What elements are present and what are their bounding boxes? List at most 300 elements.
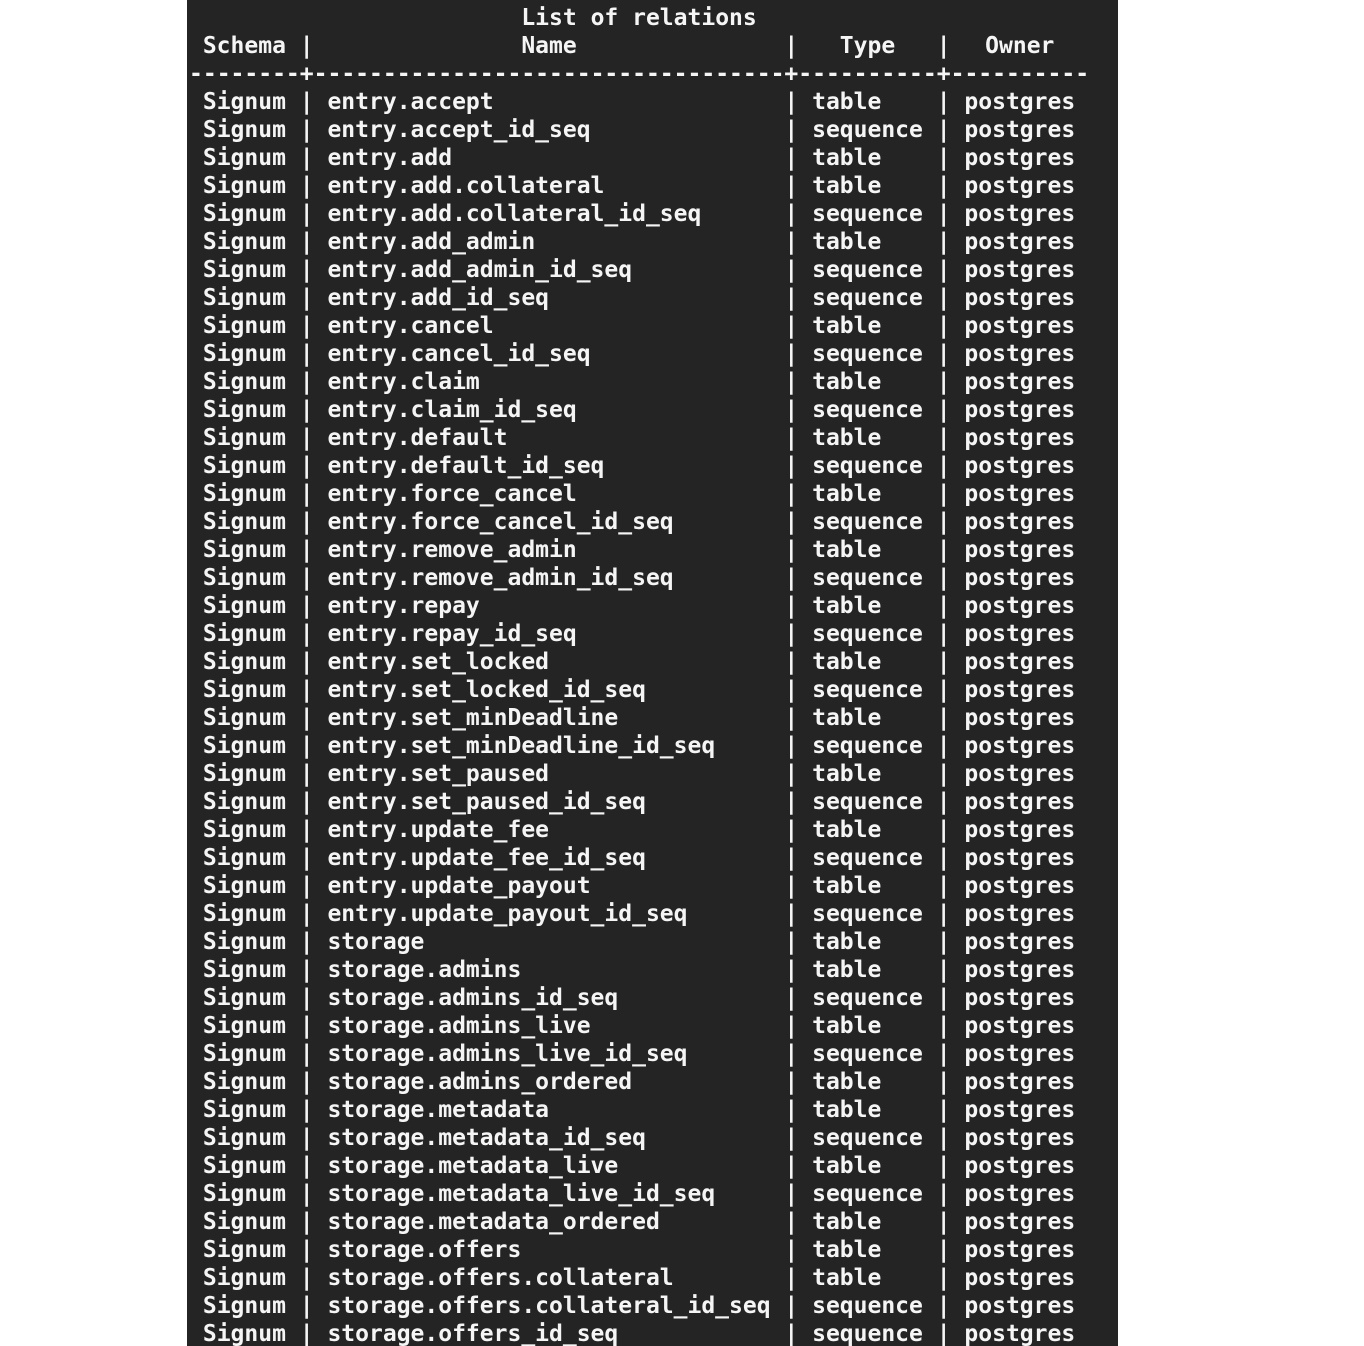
column-divider: | — [784, 369, 799, 395]
column-divider: | — [299, 453, 314, 479]
cell-owner: postgres — [964, 1237, 1076, 1263]
column-divider: | — [299, 341, 314, 367]
column-divider: | — [936, 1069, 951, 1095]
column-divider: | — [784, 1209, 799, 1235]
cell-schema: Signum — [202, 789, 286, 815]
cell-owner: postgres — [964, 1153, 1076, 1179]
column-divider: | — [299, 929, 314, 955]
column-divider: | — [784, 537, 799, 563]
cell-name: entry.update_payout — [327, 873, 591, 899]
cell-name: entry.add.collateral_id_seq — [327, 201, 702, 227]
cell-name: entry.force_cancel_id_seq — [327, 509, 674, 535]
table-row — [189, 1208, 1118, 1236]
cell-name: storage.offers_id_seq — [327, 1321, 619, 1346]
column-divider: | — [784, 957, 799, 983]
cell-schema: Signum — [202, 1097, 286, 1123]
column-divider: | — [784, 173, 799, 199]
table-separator: --------+----------------------------------+----------+---------- — [189, 61, 1090, 87]
header-cell-type: Type — [839, 33, 896, 59]
column-divider: | — [784, 649, 799, 675]
column-divider: | — [784, 1265, 799, 1291]
column-divider: | — [936, 453, 951, 479]
table-row — [189, 340, 1118, 368]
cell-name: storage.admins — [327, 957, 522, 983]
column-divider: | — [784, 985, 799, 1011]
cell-owner: postgres — [964, 873, 1076, 899]
cell-owner: postgres — [964, 649, 1076, 675]
cell-type: sequence — [812, 1293, 923, 1319]
cell-owner: postgres — [964, 397, 1076, 423]
table-row — [189, 704, 1118, 732]
cell-name: entry.default_id_seq — [327, 453, 605, 479]
column-divider: | — [936, 89, 951, 115]
cell-name: storage.admins_ordered — [327, 1069, 633, 1095]
column-divider: | — [299, 733, 314, 759]
cell-schema: Signum — [202, 985, 286, 1011]
cell-owner: postgres — [964, 1125, 1076, 1151]
cell-name: storage.admins_live — [327, 1013, 591, 1039]
cell-schema: Signum — [202, 621, 286, 647]
cell-owner: postgres — [964, 313, 1076, 339]
column-divider: | — [299, 957, 314, 983]
cell-type: sequence — [812, 677, 923, 703]
table-row — [189, 536, 1118, 564]
cell-owner: postgres — [964, 509, 1076, 535]
column-divider: | — [936, 481, 951, 507]
cell-name: entry.remove_admin_id_seq — [327, 565, 674, 591]
column-divider: | — [784, 229, 799, 255]
column-divider: | — [299, 1041, 314, 1067]
column-divider: | — [784, 705, 799, 731]
cell-owner: postgres — [964, 1181, 1076, 1207]
table-row — [189, 88, 1118, 116]
column-divider: | — [784, 845, 799, 871]
cell-schema: Signum — [202, 1321, 286, 1346]
column-divider: | — [936, 1041, 951, 1067]
cell-type: sequence — [812, 901, 923, 927]
cell-name: entry.remove_admin — [327, 537, 577, 563]
cell-schema: Signum — [202, 565, 286, 591]
cell-name: storage.offers.collateral — [327, 1265, 674, 1291]
column-divider: | — [936, 1293, 951, 1319]
table-row — [189, 760, 1118, 788]
table-row — [189, 1040, 1118, 1068]
column-divider: | — [784, 1237, 799, 1263]
header-cell-schema: Schema — [202, 33, 286, 59]
column-divider: | — [784, 1321, 799, 1346]
cell-schema: Signum — [202, 369, 286, 395]
cell-type: table — [812, 761, 882, 787]
cell-owner: postgres — [964, 145, 1076, 171]
table-row — [189, 1180, 1118, 1208]
cell-type: table — [812, 1265, 882, 1291]
column-divider: | — [936, 565, 951, 591]
cell-schema: Signum — [202, 649, 286, 675]
terminal-window — [187, 0, 1118, 1346]
column-divider: | — [299, 89, 314, 115]
cell-name: storage.admins_live_id_seq — [327, 1041, 688, 1067]
table-row — [189, 312, 1118, 340]
cell-schema: Signum — [202, 397, 286, 423]
cell-name: entry.cancel — [327, 313, 494, 339]
cell-schema: Signum — [202, 257, 286, 283]
table-row — [189, 284, 1118, 312]
column-divider: | — [299, 229, 314, 255]
cell-owner: postgres — [964, 705, 1076, 731]
cell-type: sequence — [812, 509, 923, 535]
cell-schema: Signum — [202, 89, 286, 115]
column-divider: | — [299, 33, 314, 59]
column-divider: | — [299, 1153, 314, 1179]
cell-schema: Signum — [202, 1041, 286, 1067]
column-divider: | — [784, 593, 799, 619]
cell-type: sequence — [812, 1125, 923, 1151]
cell-owner: postgres — [964, 201, 1076, 227]
column-divider: | — [299, 397, 314, 423]
cell-owner: postgres — [964, 621, 1076, 647]
cell-type: sequence — [812, 733, 923, 759]
cell-schema: Signum — [202, 285, 286, 311]
cell-schema: Signum — [202, 425, 286, 451]
column-divider: | — [784, 901, 799, 927]
column-divider: | — [299, 369, 314, 395]
cell-name: entry.claim — [327, 369, 480, 395]
column-divider: | — [784, 341, 799, 367]
cell-owner: postgres — [964, 453, 1076, 479]
cell-owner: postgres — [964, 1069, 1076, 1095]
cell-schema: Signum — [202, 761, 286, 787]
table-row — [189, 900, 1118, 928]
cell-name: entry.update_fee — [327, 817, 550, 843]
column-divider: | — [784, 761, 799, 787]
cell-name: entry.add_id_seq — [327, 285, 550, 311]
column-divider: | — [936, 1321, 951, 1346]
column-divider: | — [299, 677, 314, 703]
header-cell-owner: Owner — [985, 33, 1055, 59]
cell-schema: Signum — [202, 117, 286, 143]
column-divider: | — [299, 1321, 314, 1346]
table-row — [189, 1012, 1118, 1040]
column-divider: | — [784, 1125, 799, 1151]
column-divider: | — [784, 677, 799, 703]
cell-type: table — [812, 1153, 882, 1179]
cell-type: sequence — [812, 1041, 923, 1067]
column-divider: | — [936, 649, 951, 675]
table-row — [189, 928, 1118, 956]
cell-owner: postgres — [964, 117, 1076, 143]
cell-owner: postgres — [964, 593, 1076, 619]
cell-schema: Signum — [202, 173, 286, 199]
column-divider: | — [936, 761, 951, 787]
cell-name: entry.set_paused_id_seq — [327, 789, 646, 815]
column-divider: | — [299, 1237, 314, 1263]
table-row — [189, 648, 1118, 676]
column-divider: | — [936, 621, 951, 647]
cell-name: entry.update_fee_id_seq — [327, 845, 646, 871]
cell-name: storage.metadata_live_id_seq — [327, 1181, 716, 1207]
cell-name: entry.cancel_id_seq — [327, 341, 591, 367]
column-divider: | — [936, 285, 951, 311]
column-divider: | — [784, 313, 799, 339]
cell-schema: Signum — [202, 537, 286, 563]
cell-name: entry.set_minDeadline_id_seq — [327, 733, 716, 759]
column-divider: | — [299, 425, 314, 451]
column-divider: | — [936, 201, 951, 227]
cell-owner: postgres — [964, 1321, 1076, 1346]
cell-type: table — [812, 89, 882, 115]
column-divider: | — [784, 201, 799, 227]
table-header-row — [189, 32, 1118, 60]
column-divider: | — [299, 705, 314, 731]
cell-type: table — [812, 425, 882, 451]
cell-type: table — [812, 1069, 882, 1095]
cell-owner: postgres — [964, 929, 1076, 955]
column-divider: | — [936, 873, 951, 899]
table-row — [189, 1292, 1118, 1320]
table-rows — [189, 88, 1118, 1346]
cell-owner: postgres — [964, 369, 1076, 395]
column-divider: | — [936, 1237, 951, 1263]
column-divider: | — [299, 257, 314, 283]
cell-name: storage.offers.collateral_id_seq — [327, 1293, 771, 1319]
cell-schema: Signum — [202, 145, 286, 171]
cell-schema: Signum — [202, 733, 286, 759]
cell-schema: Signum — [202, 453, 286, 479]
table-row — [189, 872, 1118, 900]
cell-name: storage.offers — [327, 1237, 522, 1263]
column-divider: | — [299, 565, 314, 591]
cell-name: storage.metadata_live — [327, 1153, 619, 1179]
column-divider: | — [299, 173, 314, 199]
column-divider: | — [936, 117, 951, 143]
cell-owner: postgres — [964, 901, 1076, 927]
cell-schema: Signum — [202, 1265, 286, 1291]
cell-type: table — [812, 705, 882, 731]
cell-owner: postgres — [964, 817, 1076, 843]
column-divider: | — [936, 1013, 951, 1039]
cell-name: storage.admins_id_seq — [327, 985, 619, 1011]
column-divider: | — [784, 873, 799, 899]
column-divider: | — [784, 33, 799, 59]
column-divider: | — [936, 537, 951, 563]
column-divider: | — [936, 677, 951, 703]
cell-schema: Signum — [202, 1181, 286, 1207]
cell-type: table — [812, 1209, 882, 1235]
cell-schema: Signum — [202, 313, 286, 339]
cell-schema: Signum — [202, 1237, 286, 1263]
column-divider: | — [299, 817, 314, 843]
cell-name: entry.claim_id_seq — [327, 397, 577, 423]
table-row — [189, 480, 1118, 508]
cell-schema: Signum — [202, 705, 286, 731]
column-divider: | — [936, 1125, 951, 1151]
cell-type: sequence — [812, 565, 923, 591]
table-row — [189, 200, 1118, 228]
column-divider: | — [299, 649, 314, 675]
cell-type: sequence — [812, 1321, 923, 1346]
table-row — [189, 508, 1118, 536]
cell-type: sequence — [812, 285, 923, 311]
cell-name: storage.metadata — [327, 1097, 550, 1123]
column-divider: | — [299, 789, 314, 815]
table-row — [189, 1264, 1118, 1292]
column-divider: | — [936, 845, 951, 871]
table-row — [189, 228, 1118, 256]
cell-name: entry.force_cancel — [327, 481, 577, 507]
table-row — [189, 984, 1118, 1012]
column-divider: | — [784, 425, 799, 451]
column-divider: | — [936, 1181, 951, 1207]
column-divider: | — [936, 341, 951, 367]
cell-name: entry.add_admin_id_seq — [327, 257, 633, 283]
table-row — [189, 564, 1118, 592]
column-divider: | — [784, 789, 799, 815]
column-divider: | — [784, 1041, 799, 1067]
cell-name: entry.set_paused — [327, 761, 550, 787]
table-row — [189, 172, 1118, 200]
column-divider: | — [299, 145, 314, 171]
cell-name: storage.metadata_ordered — [327, 1209, 660, 1235]
cell-name: entry.repay_id_seq — [327, 621, 577, 647]
cell-owner: postgres — [964, 537, 1076, 563]
table-row — [189, 1320, 1118, 1346]
column-divider: | — [299, 537, 314, 563]
cell-schema: Signum — [202, 1013, 286, 1039]
cell-owner: postgres — [964, 1041, 1076, 1067]
column-divider: | — [784, 509, 799, 535]
cell-owner: postgres — [964, 761, 1076, 787]
column-divider: | — [299, 1293, 314, 1319]
table-row — [189, 1124, 1118, 1152]
table-row — [189, 368, 1118, 396]
cell-type: sequence — [812, 201, 923, 227]
column-divider: | — [784, 397, 799, 423]
column-divider: | — [784, 257, 799, 283]
column-divider: | — [299, 1125, 314, 1151]
cell-owner: postgres — [964, 257, 1076, 283]
cell-type: sequence — [812, 621, 923, 647]
column-divider: | — [299, 285, 314, 311]
column-divider: | — [936, 1153, 951, 1179]
cell-schema: Signum — [202, 929, 286, 955]
cell-type: table — [812, 173, 882, 199]
table-title: List of relations — [521, 5, 757, 31]
table-row — [189, 732, 1118, 760]
cell-owner: postgres — [964, 1097, 1076, 1123]
cell-owner: postgres — [964, 285, 1076, 311]
column-divider: | — [299, 1181, 314, 1207]
cell-owner: postgres — [964, 845, 1076, 871]
cell-name: storage — [327, 929, 425, 955]
column-divider: | — [784, 1097, 799, 1123]
cell-type: table — [812, 957, 882, 983]
column-divider: | — [299, 621, 314, 647]
cell-schema: Signum — [202, 509, 286, 535]
column-divider: | — [936, 33, 951, 59]
cell-owner: postgres — [964, 789, 1076, 815]
table-row — [189, 1096, 1118, 1124]
cell-name: entry.default — [327, 425, 508, 451]
cell-schema: Signum — [202, 1153, 286, 1179]
column-divider: | — [784, 1069, 799, 1095]
cell-schema: Signum — [202, 957, 286, 983]
column-divider: | — [784, 89, 799, 115]
cell-type: table — [812, 817, 882, 843]
cell-name: entry.set_locked — [327, 649, 550, 675]
column-divider: | — [936, 1097, 951, 1123]
cell-schema: Signum — [202, 1209, 286, 1235]
cell-schema: Signum — [202, 481, 286, 507]
column-divider: | — [299, 761, 314, 787]
cell-schema: Signum — [202, 817, 286, 843]
column-divider: | — [299, 1265, 314, 1291]
cell-type: table — [812, 1097, 882, 1123]
cell-name: entry.set_minDeadline — [327, 705, 619, 731]
cell-type: sequence — [812, 789, 923, 815]
column-divider: | — [784, 1153, 799, 1179]
table-row — [189, 844, 1118, 872]
column-divider: | — [299, 985, 314, 1011]
column-divider: | — [936, 509, 951, 535]
cell-owner: postgres — [964, 985, 1076, 1011]
cell-type: sequence — [812, 341, 923, 367]
column-divider: | — [299, 1097, 314, 1123]
column-divider: | — [784, 453, 799, 479]
cell-name: entry.accept — [327, 89, 494, 115]
column-divider: | — [299, 1013, 314, 1039]
cell-type: sequence — [812, 1181, 923, 1207]
cell-owner: postgres — [964, 1293, 1076, 1319]
cell-owner: postgres — [964, 481, 1076, 507]
cell-schema: Signum — [202, 593, 286, 619]
column-divider: | — [936, 1209, 951, 1235]
column-divider: | — [936, 733, 951, 759]
column-divider: | — [936, 929, 951, 955]
column-divider: | — [784, 481, 799, 507]
cell-type: sequence — [812, 985, 923, 1011]
cell-type: sequence — [812, 397, 923, 423]
cell-schema: Signum — [202, 341, 286, 367]
column-divider: | — [299, 509, 314, 535]
cell-type: sequence — [812, 257, 923, 283]
table-row — [189, 592, 1118, 620]
column-divider: | — [784, 117, 799, 143]
cell-owner: postgres — [964, 1013, 1076, 1039]
cell-owner: postgres — [964, 229, 1076, 255]
cell-type: table — [812, 593, 882, 619]
column-divider: | — [299, 593, 314, 619]
column-divider: | — [784, 285, 799, 311]
cell-owner: postgres — [964, 733, 1076, 759]
table-row — [189, 956, 1118, 984]
cell-name: entry.add — [327, 145, 453, 171]
cell-name: storage.metadata_id_seq — [327, 1125, 646, 1151]
column-divider: | — [784, 621, 799, 647]
column-divider: | — [936, 901, 951, 927]
column-divider: | — [784, 145, 799, 171]
table-row — [189, 1236, 1118, 1264]
cell-type: table — [812, 929, 882, 955]
cell-type: table — [812, 1013, 882, 1039]
cell-name: entry.repay — [327, 593, 480, 619]
column-divider: | — [299, 845, 314, 871]
column-divider: | — [936, 817, 951, 843]
column-divider: | — [936, 705, 951, 731]
cell-schema: Signum — [202, 873, 286, 899]
cell-type: table — [812, 649, 882, 675]
cell-schema: Signum — [202, 1125, 286, 1151]
cell-type: table — [812, 229, 882, 255]
